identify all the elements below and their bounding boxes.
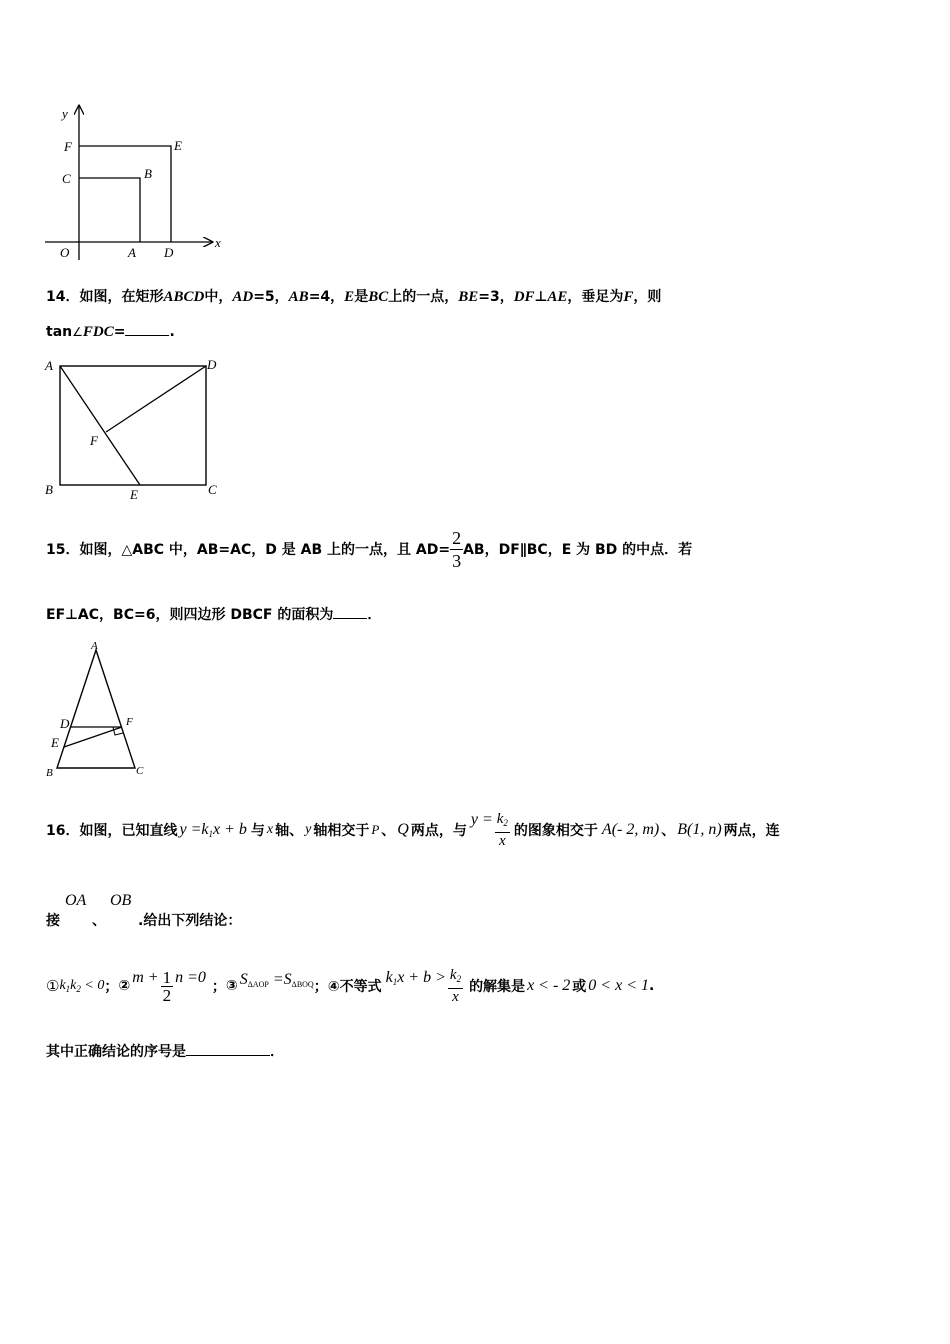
label-o: O	[60, 245, 70, 260]
label-f: F	[64, 139, 72, 154]
answer-blank-14[interactable]	[125, 335, 169, 336]
question-16-line-1: 16． 如图，已知直线 $y =k_1x + b$ 与 x 轴、 y 轴相交于 P 、 Q 两点，与 y = $\frac{k_2}{x}$ 的图象相交于 A(- 2, m) 、 B(1, n) 两点，连	[46, 810, 780, 849]
conclusion-1: $k_1k_2 < 0$	[59, 978, 105, 994]
rectangle-ocba	[79, 178, 140, 242]
question-16-line-4: 其中正确结论的序号是 ．	[46, 1044, 284, 1060]
conclusion-3: $S_{\Delta AOP} =S_{\Delta BOQ}$	[239, 971, 314, 989]
answer-blank-15[interactable]	[333, 618, 367, 619]
segment-ae	[60, 366, 140, 485]
figure-13-coordinate-diagram	[40, 100, 240, 270]
triangle-abc	[57, 650, 135, 768]
label-e: E	[130, 487, 138, 502]
fraction-one-half: $\frac{1}{2}$	[162, 967, 172, 1005]
label-f: F	[126, 716, 133, 728]
label-a: A	[128, 245, 136, 260]
inequality-lhs: $k_1x + b$ >	[385, 969, 446, 987]
question-15-line-2: EF⊥AC，BC=6，则四边形 DBCF 的面积为 ．	[46, 607, 382, 623]
fraction-k2-over-x-2: $\frac{k_2}{x}$	[449, 966, 462, 1005]
label-b: B	[45, 482, 53, 497]
q16-number: 16．	[46, 823, 80, 839]
label-y: y	[62, 106, 68, 121]
segment-df	[106, 366, 206, 432]
label-b: B	[144, 166, 152, 181]
question-14-line-1: 14．如图，在矩形ABCD中，AD=5，AB=4，E是BC上的一点，BE=3，DF⊥AE，垂足为F，则	[46, 289, 662, 305]
label-b: B	[46, 767, 53, 779]
label-e: E	[51, 735, 59, 750]
label-d: D	[60, 716, 70, 731]
q14-number: 14．	[46, 289, 80, 305]
label-d: D	[207, 357, 217, 372]
label-c: C	[136, 765, 144, 777]
label-a: A	[91, 640, 98, 652]
label-a: A	[45, 358, 53, 373]
question-14-line-2: tan∠FDC= .	[46, 324, 175, 340]
label-e: E	[174, 138, 182, 153]
rectangle-ofed	[79, 146, 171, 242]
figure-15-triangle	[40, 636, 160, 782]
label-c: C	[208, 482, 217, 497]
answer-blank-16[interactable]	[186, 1055, 270, 1056]
figure-14-rectangle	[40, 352, 230, 504]
label-x: x	[215, 235, 221, 250]
q15-number: 15．	[46, 542, 80, 558]
line-equation: $y =k_1x + b$	[179, 821, 247, 839]
label-d: D	[164, 245, 174, 260]
question-15-line-1: 15． 如图，△ABC 中，AB=AC，D 是 AB 上的一点，且 AD= $\frac{2}{3}$ AB，DF∥BC，E 为 BD 的中点．若	[46, 527, 693, 571]
question-16-conclusions: ① $k_1k_2 < 0$ ； ② m + $\frac{1}{2}$ n =0 ； ③ $S_{\Delta AOP} =S_{\Delta BOQ}$ ； ④不等式 $k_1x + b$ > $\frac{k_2}{x}$ 的解集是 x < - 2 或 0 < x < 1 .	[46, 966, 655, 1005]
rectangle-abcd	[60, 366, 206, 485]
fraction-two-thirds: $\frac{2}{3}$	[452, 527, 462, 571]
fraction-k2-over-x: $\frac{k_2}{x}$	[496, 810, 508, 849]
label-f: F	[90, 433, 98, 448]
label-c: C	[62, 171, 71, 186]
